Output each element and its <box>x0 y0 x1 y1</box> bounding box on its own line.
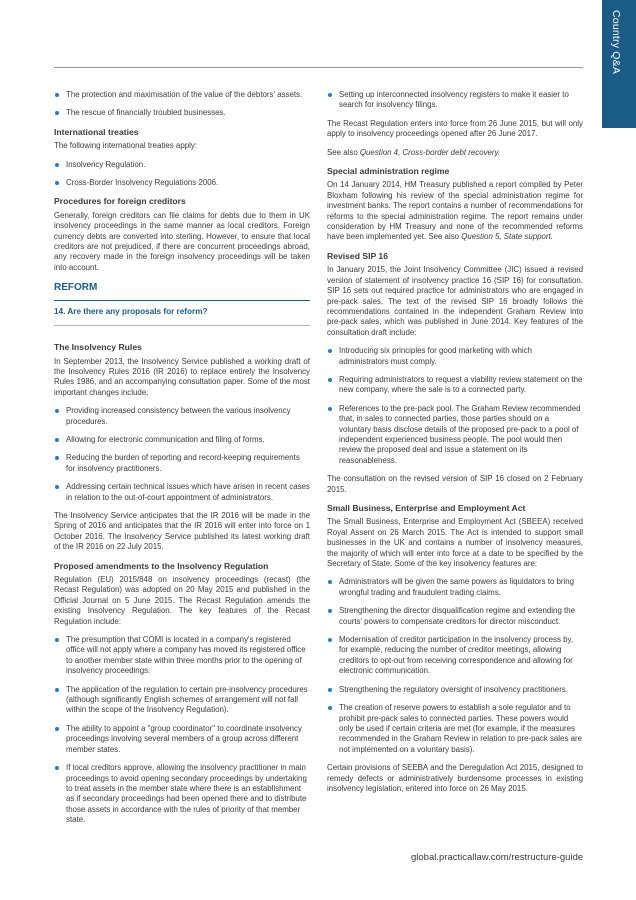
list-item: The application of the regulation to certain pre-insolvency procedures (although significantly English schemes of arrangement will not fall within the scope of the Insolvency Regulation). <box>54 685 310 716</box>
bullet-icon <box>55 409 59 413</box>
list-item: Cross-Border Insolvency Regulations 2006. <box>54 178 310 188</box>
cross-reference-link[interactable]: Question 4, Cross-border debt recovery. <box>359 147 501 157</box>
bullet-icon <box>55 638 59 642</box>
foreign-creditors-heading: Procedures for foreign creditors <box>54 196 186 207</box>
list-item: Allowing for electronic communication and filing of forms. <box>54 435 310 445</box>
sip16-closing: The consultation on the revised version of SIP 16 closed on 2 February 2015. <box>327 474 583 494</box>
sbee-heading: Small Business, Enterprise and Employment Act <box>327 503 526 513</box>
bullet-icon <box>55 456 59 460</box>
list-item: Administrators will be given the same powers as liquidators to bring wrongful trading and fraudulent trading claims. <box>327 577 583 598</box>
list-item: The rescue of financially troubled businesses. <box>54 108 310 118</box>
list-item: Providing increased consistency between the various insolvency procedures. <box>54 406 310 427</box>
list-item: Modernisation of creditor participation in the insolvency process by, for example, reducing the number of creditor meetings, allowing creditors to opt-out from receiving correspondence and allowing for electronic communication. <box>327 635 583 677</box>
intl-treaties-heading: International treaties <box>54 126 139 137</box>
list-item: Insolvency Regulation. <box>54 160 310 170</box>
footer-url[interactable]: global.practicallaw.com/restructure-guide <box>411 852 584 863</box>
section-tab-label: Country Q&A <box>610 10 622 75</box>
list-item: Reducing the burden of reporting and record-keeping requirements for insolvency practitioners. <box>54 453 310 474</box>
list-item: The ability to appoint a "group coordinator" to coordinate insolvency proceedings involving several members of a group across different member states. <box>54 724 310 755</box>
insolvency-rules-text: In September 2013, the Insolvency Service published a working draft of the Insolvency Rules 2016 (IR 2016) to replace entirely the Insolvency Rules 1986, and an accompanying consultation paper. Some of the most important changes include: <box>54 356 310 397</box>
bullet-icon <box>55 181 59 185</box>
objectives-list <box>54 90 310 119</box>
foreign-creditors-text: Generally, foreign creditors can file claims for debts due to them in UK insolvency proceedings in the same manner as local creditors. Foreign currency debts are converted into sterling. However, to ensure that local creditors are not prejudiced, if there are concurrent proceedings abroad, any recovery made in the foreign insolvency proceedings will be taken into account. <box>54 210 310 272</box>
sbee-closing: Certain provisions of SEEBA and the Deregulation Act 2015, designed to remedy defects or administratively burdensome processes in existing insolvency legislation, entered into force on 26 May 2015. <box>327 763 583 793</box>
bullet-icon <box>328 93 332 97</box>
list-item: The presumption that COMI is located in a company's registered office will not apply where a company has moved its registered office to another member state within three months prior to the opening of insolvency proceedings. <box>54 635 310 677</box>
sbee-text: The Small Business, Enterprise and Employment Act (SBEEA) received Royal Assent on 26 March 2015. The Act is intended to support small businesses in the UK and contains a number of insolvency measures, the majority of which will enter into force at a date to be specified by the Secretary of State. Some of the key insolvency features are: <box>327 517 583 569</box>
treaties-list <box>54 160 310 189</box>
bullet-icon <box>328 407 332 411</box>
amendments-heading: Proposed amendments to the Insolvency Regulation <box>54 560 269 571</box>
list-item: Requiring administrators to request a viability review statement on the new company, where the sale is to a connected party. <box>327 375 583 396</box>
list-item: Introducing six principles for good marketing with which administrators must comply. <box>327 346 583 367</box>
bullet-icon <box>55 485 59 489</box>
question-14: 14. Are there any proposals for reform? <box>54 307 310 326</box>
bullet-icon <box>55 688 59 692</box>
bullet-icon <box>55 766 59 770</box>
list-item: If local creditors approve, allowing the insolvency practitioner in main proceedings to avoid opening secondary proceedings by undertaking to treat assets in the member state where there is an establishment as if secondary proceedings had been opened there and to distribute those assets in accordance with the rules of priority of that member state. <box>54 763 310 825</box>
bullet-icon <box>328 688 332 692</box>
sbee-features-list <box>327 577 583 755</box>
recast-features-continued <box>327 90 583 111</box>
bullet-icon <box>55 438 59 442</box>
bullet-icon <box>328 638 332 642</box>
list-item: The creation of reserve powers to establish a sole regulator and to prohibit pre-pack sales to connected parties. These powers would only be used if certain criteria are met (for example, if the measures recommended in the Graham Review in relation to pre-pack sales are not implemented on a voluntary basis). <box>327 703 583 755</box>
bullet-icon <box>55 727 59 731</box>
section-tab <box>602 0 636 128</box>
bullet-icon <box>328 580 332 584</box>
special-admin-heading: Special administration regime <box>327 166 450 177</box>
list-item: References to the pre-pack pool. The Graham Review recommended that, in sales to connected parties, those parties should on a voluntary basis disclose details of the proposed pre-pack to a pool of independent experienced business people. The pool would then review the proposed deal and issue a statement on its reasonableness. <box>327 404 583 466</box>
list-item: Setting up interconnected insolvency registers to make it easier to search for insolvency filings. <box>327 90 583 111</box>
top-divider <box>54 67 583 68</box>
left-column <box>54 90 310 834</box>
bullet-icon <box>328 706 332 710</box>
special-admin-text: On 14 January 2014, HM Treasury published a report compiled by Peter Bloxham following his review of the special administration regime for investment banks. The report contains a number of recommendations for reforms to the special administration regime. The report remains under consideration by HM Treasury and none of the recommended reforms have been implemented yet. See also Question 5, State support. <box>327 180 583 242</box>
cross-reference-link[interactable]: Question 5, State support. <box>461 232 553 242</box>
see-also-cross-border: See also Question 4, Cross-border debt recovery. <box>327 147 501 157</box>
right-column <box>327 90 583 802</box>
bullet-icon <box>328 609 332 613</box>
bullet-icon <box>55 163 59 167</box>
bullet-icon <box>328 378 332 382</box>
sip16-features-list <box>327 346 583 466</box>
recast-entry-text: The Recast Regulation enters into force from 26 June 2015, but will only apply to insolvency proceedings opened after 26 June 2017. <box>327 118 583 139</box>
insolvency-rules-heading: The Insolvency Rules <box>54 342 142 353</box>
sip16-heading: Revised SIP 16 <box>327 250 388 261</box>
list-item: Strengthening the director disqualification regime and extending the courts' powers to compensate creditors for director misconduct. <box>327 606 583 627</box>
sip16-text: In January 2015, the Joint Insolvency Committee (JIC) issued a revised version of statement of insolvency practice 16 (SIP 16) for consultation. SIP 16 sets out required practice for administrators who are engaged in pre-pack sales. The text of the revised SIP 16 broadly follows the recommendations contained in the independent Graham Review into pre-pack sales, which was published in June 2014. Key features of the consultation draft include: <box>327 265 583 337</box>
list-item: Strengthening the regulatory oversight of insolvency practitioners. <box>327 685 583 695</box>
list-item: The protection and maximisation of the value of the debtors' assets. <box>54 90 310 100</box>
bullet-icon <box>55 111 59 115</box>
list-item: Addressing certain technical issues which have arisen in recent cases in relation to the out-of-court appointment of administrators. <box>54 482 310 503</box>
reform-section-title: REFORM <box>54 283 310 300</box>
bullet-icon <box>328 349 332 353</box>
amendments-text: Regulation (EU) 2015/848 on insolvency proceedings (recast) (the Recast Regulation) was adopted on 20 May 2015 and published in the Official Journal on 5 June 2015. The Recast Regulation amends the existing Insolvency Regulation. The key features of the Recast Regulation include: <box>54 575 310 626</box>
recast-features-list <box>54 635 310 826</box>
bullet-icon <box>55 93 59 97</box>
insolvency-rules-timing: The Insolvency Service anticipates that the IR 2016 will be made in the Spring of 2016 and anticipates that the IR 2016 will enter into force on 1 October 2016. The Insolvency Service published its latest working draft of the IR 2016 on 22 July 2015. <box>54 510 310 552</box>
rules-changes-list <box>54 406 310 503</box>
intl-treaties-intro: The following international treaties apply: <box>54 141 197 151</box>
